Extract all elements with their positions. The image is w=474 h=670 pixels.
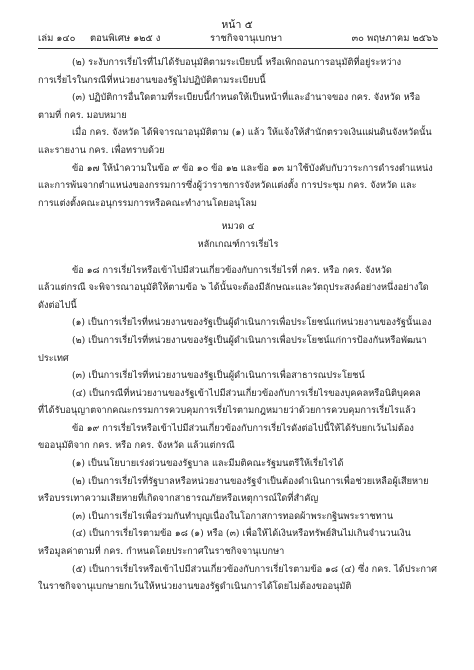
- text-line: แล้วแต่กรณี จะพิจารณาอนุมัติให้ตามข้อ ๖ ได้นั้นจะต้องมีลักษณะและวัตถุประสงค์อย่างหนึ่งอย่างใด: [38, 282, 429, 294]
- list-item: (๒) เป็นการเรี่ยไรที่รัฐบาลหรือหน่วยงานของรัฐจำเป็นต้องดำเนินการเพื่อช่วยเหลือผู้เสียหาย: [72, 475, 429, 487]
- chapter-heading: หมวด ๔: [221, 221, 255, 233]
- header-volume: เล่ม ๑๔๐: [38, 33, 76, 44]
- text-line: ประเทศ: [38, 352, 69, 364]
- text-line: (๓) ปฏิบัติการอื่นใดตามที่ระเบียบนี้กำหนดให้เป็นหน้าที่และอำนาจของ กคร. จังหวัด หรือ: [72, 92, 421, 104]
- text-line: การแต่งตั้งคณะอนุกรรมการหรือคณะทำงานโดยอนุโลม: [38, 197, 257, 209]
- header-date: ๓๐ พฤษภาคม ๒๕๖๖: [351, 33, 438, 44]
- clause-18: ข้อ ๑๘ การเรี่ยไรหรือเข้าไปมีส่วนเกี่ยวข้องกับการเรี่ยไรที่ กคร. หรือ กคร. จังหวัด: [72, 264, 392, 276]
- document-body: [38, 54, 438, 596]
- text-line: ขออนุมัติจาก กคร. หรือ กคร. จังหวัด แล้วแต่กรณี: [38, 440, 235, 452]
- text-line: การเรี่ยไรในกรณีที่หน่วยงานของรัฐไม่ปฏิบัติตามระเบียบนี้: [38, 74, 266, 86]
- list-item: (๑) เป็นการเรี่ยไรที่หน่วยงานของรัฐเป็นผู้ดำเนินการเพื่อประโยชน์แก่หน่วยงานของรัฐนั้นเอง: [72, 317, 432, 329]
- clause-19: ข้อ ๑๙ การเรี่ยไรหรือเข้าไปมีส่วนเกี่ยวข้องกับการเรี่ยไรดังต่อไปนี้ให้ได้รับยกเว้นไม่ต้อง: [72, 422, 414, 434]
- text-line: ดังต่อไปนี้: [38, 299, 77, 311]
- text-line: (๒) ระงับการเรี่ยไรที่ไม่ได้รับอนุมัติตามระเบียบนี้ หรือเพิกถอนการอนุมัติที่อยู่ระหว่าง: [72, 57, 402, 68]
- page-number: หน้า ๕: [221, 19, 253, 31]
- gazette-header: [38, 31, 438, 47]
- text-line: หรือมูลค่าตามที่ กคร. กำหนดโดยประกาศในราชกิจจานุเบกษา: [38, 546, 285, 558]
- text-line: และรายงาน กคร. เพื่อทราบด้วย: [38, 144, 165, 156]
- list-item: (๒) เป็นการเรี่ยไรที่หน่วยงานของรัฐเป็นผู้ดำเนินการเพื่อประโยชน์แก่การป้องกันหรือพัฒนา: [72, 334, 427, 346]
- text-line: เมื่อ กคร. จังหวัด ได้พิจารณาอนุมัติตาม (๑) แล้ว ให้แจ้งให้สำนักตรวจเงินแผ่นดินจังหวัดนั้น: [72, 127, 432, 139]
- list-item: (๓) เป็นการเรี่ยไรเพื่อร่วมกันทำบุญเนื่องในโอกาสการทอดผ้าพระกฐินพระราชทาน: [72, 510, 394, 522]
- text-line: หรือบรรเทาความเสียหายที่เกิดจากสาธารณภัยหรือเหตุการณ์ใดที่สำคัญ: [38, 493, 319, 505]
- text-line: ตามที่ กคร. มอบหมาย: [38, 109, 127, 121]
- header-rule: [38, 48, 438, 49]
- list-item: (๔) เป็นกรณีที่หน่วยงานของรัฐเข้าไปมีส่วนเกี่ยวข้องกับการเรี่ยไรของบุคคลหรือนิติบุคคล: [72, 387, 421, 399]
- list-item: (๔) เป็นการเรี่ยไรตามข้อ ๑๘ (๑) หรือ (๓) เพื่อให้ได้เงินหรือทรัพย์สินไม่เกินจำนวนเงิน: [72, 528, 411, 540]
- text-line: ที่ได้รับอนุญาตจากคณะกรรมการควบคุมการเรี่ยไรตามกฎหมายว่าด้วยการควบคุมการเรี่ยไรแล้ว: [38, 405, 416, 417]
- chapter-title: หลักเกณฑ์การเรี่ยไร: [197, 238, 279, 250]
- list-item: (๕) เป็นการเรี่ยไรหรือเข้าไปมีส่วนเกี่ยวข้องกับการเรี่ยไรตามข้อ ๑๘ (๔) ซึ่ง กคร. ได้ประกาศ: [72, 563, 437, 575]
- text-line: ในราชกิจจานุเบกษายกเว้นให้หน่วยงานของรัฐดำเนินการได้โดยไม่ต้องขออนุมัติ: [38, 581, 352, 593]
- text-line: และการพ้นจากตำแหน่งของกรรมการซึ่งผู้ว่าราชการจังหวัดแต่งตั้ง การประชุม กคร. จังหวัด และ: [38, 180, 417, 192]
- list-item: (๑) เป็นนโยบายเร่งด่วนของรัฐบาล และมีมติคณะรัฐมนตรีให้เรี่ยไรได้: [72, 458, 344, 470]
- clause-17: ข้อ ๑๗ ให้นำความในข้อ ๙ ข้อ ๑๐ ข้อ ๑๒ และข้อ ๑๓ มาใช้บังคับกับวาระการดำรงตำแหน่ง: [72, 162, 433, 174]
- header-publication: ราชกิจจานุเบกษา: [210, 33, 283, 44]
- header-issue: ตอนพิเศษ ๑๒๕ ง: [90, 33, 161, 44]
- list-item: (๓) เป็นการเรี่ยไรที่หน่วยงานของรัฐเป็นผู้ดำเนินการเพื่อสาธารณประโยชน์: [72, 370, 365, 382]
